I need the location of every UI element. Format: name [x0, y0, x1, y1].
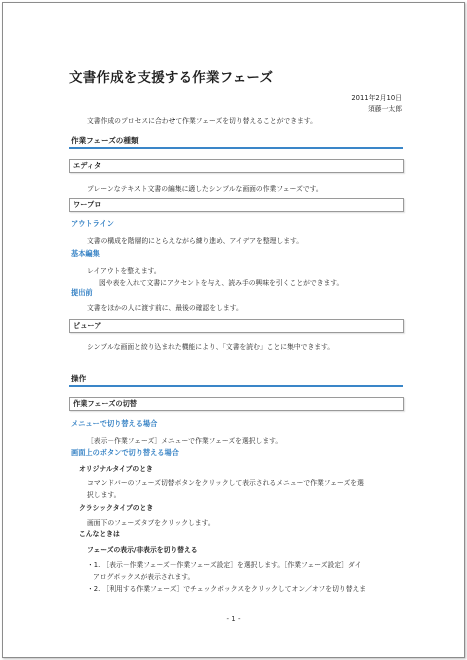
subheading-classic-type: クラシックタイプのとき	[79, 504, 154, 512]
basic-edit-text-1: レイアウトを整えます。	[87, 267, 161, 275]
page-title: 文書作成を支援する作業フェーズ	[69, 70, 274, 86]
box-heading-wapro: ワープロ	[69, 198, 404, 212]
subheading-before-submit: 提出前	[71, 288, 93, 297]
document-page	[2, 2, 465, 658]
toggle-step-1b: アログボックスが表示されます。	[93, 573, 195, 581]
toggle-step-2: ・2. ［利用する作業フェーズ］でチェックボックスをクリックしてオン／オフを切り替えま	[87, 585, 367, 593]
box-heading-phase-switch: 作業フェーズの切替	[69, 397, 404, 411]
subheading-button-switch: 画面上のボタンで切り替える場合	[71, 448, 179, 457]
box-heading-editor: エディタ	[69, 159, 404, 173]
subheading-tips: こんなときは	[79, 530, 120, 538]
outline-text: 文書の構成を階層的にとらえながら練り進め、アイデアを整理します。	[87, 237, 304, 245]
editor-text: プレーンなテキスト文書の編集に適したシンプルな画面の作業フェーズです。	[87, 185, 323, 193]
menu-switch-text: ［表示－作業フェーズ］メニューで作業フェーズを選択します。	[87, 437, 283, 445]
page-number: - 1 -	[226, 615, 241, 623]
original-type-text-2: 択します。	[87, 491, 121, 499]
before-submit-text: 文書をほかの人に渡す前に、最後の確認をします。	[87, 304, 243, 312]
subheading-outline: アウトライン	[71, 219, 114, 228]
section-heading-phase-types: 作業フェーズの種類	[71, 136, 139, 145]
viewer-text: シンプルな画面と絞り込まれた機能により、「文書を読む」ことに集中できます。	[87, 343, 335, 351]
intro-text: 文書作成のプロセスに合わせて作業フェーズを切り替えることができます。	[87, 117, 317, 125]
original-type-text-1: コマンドバーのフェーズ切替ボタンをクリックして表示されるメニューで作業フェーズを選	[87, 479, 364, 487]
section-underline	[69, 385, 403, 387]
document-date: 2011年2月10日	[351, 94, 402, 102]
classic-type-text: 画面下のフェーズタブをクリックします。	[87, 519, 215, 527]
document-author: 須藤一太郎	[368, 105, 402, 113]
box-heading-viewer: ビューア	[69, 319, 404, 333]
section-heading-operation: 操作	[71, 374, 87, 383]
subheading-basic-edit: 基本編集	[71, 249, 100, 258]
subheading-menu-switch: メニューで切り替える場合	[71, 419, 158, 428]
subheading-original-type: オリジナルタイプのとき	[79, 465, 153, 473]
section-underline	[69, 147, 403, 149]
subheading-toggle-phase: フェーズの表示/非表示を切り替える	[87, 546, 198, 554]
toggle-step-1a: ・1. ［表示－作業フェーズ－作業フェーズ設定］を選択します。［作業フェーズ設定］ダイ	[87, 561, 362, 569]
basic-edit-text-2: 図や表を入れて文書にアクセントを与え、読み手の興味を引くことができます。	[99, 279, 344, 287]
